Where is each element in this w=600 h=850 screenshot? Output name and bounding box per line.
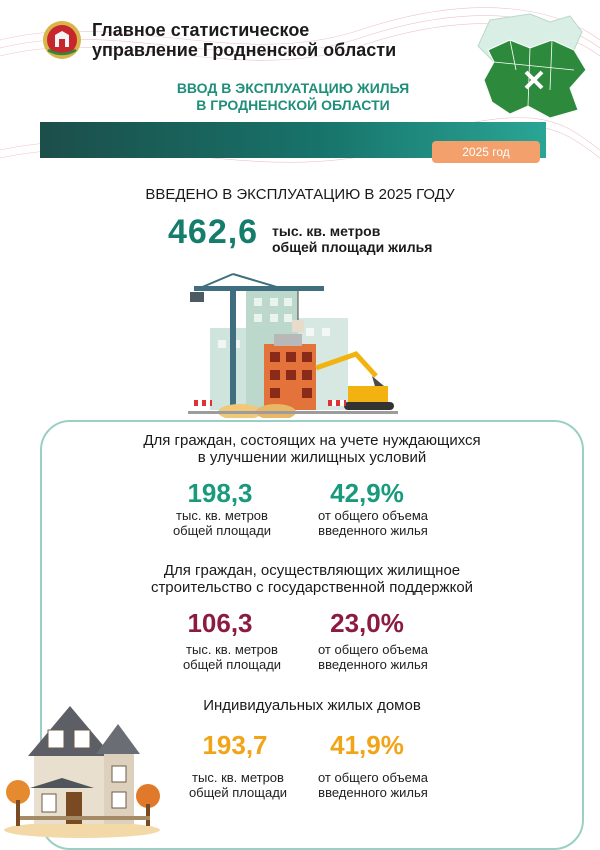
section-title-line: Для граждан, состоящих на учете нуждающихся (143, 432, 481, 449)
section-title-line: строительство с государственной поддержкой (150, 579, 474, 596)
section-percent: 42,9% (330, 478, 404, 508)
organization-name-line1: Главное статистическое (92, 20, 310, 40)
organization-name (92, 20, 396, 60)
caption-line: общей площади (182, 657, 282, 672)
caption-line: введенного жилья (318, 657, 428, 672)
caption-line: общей площади (172, 523, 272, 538)
section-title-line: Для граждан, осуществляющих жилищное (163, 562, 461, 579)
caption-line: тыс. кв. метров (186, 642, 278, 657)
caption-line: введенного жилья (318, 523, 428, 538)
section-percent-caption (293, 642, 453, 672)
caption-line: от общего объема (317, 642, 429, 657)
house-illustration (0, 688, 165, 838)
organization-name-line2: управление Гродненской области (92, 40, 397, 60)
caption-line: тыс. кв. метров (192, 770, 284, 785)
section-percent: 23,0% (330, 608, 404, 638)
section-percent-caption (293, 508, 453, 538)
page-title-line1: ВВОД В ЭКСПЛУАТАЦИЮ ЖИЛЬЯ (176, 80, 410, 96)
total-value: 462,6 (168, 213, 259, 251)
total-unit-line2: общей площади жилья (272, 239, 433, 255)
caption-line: общей площади (188, 785, 288, 800)
section-value-caption (142, 508, 302, 538)
total-unit (272, 223, 432, 255)
region-emblem-icon (42, 20, 82, 60)
year-badge: 2025 год (432, 141, 540, 163)
section-title-state-support (40, 562, 584, 596)
section-title-line: Индивидуальных жилых домов (203, 697, 421, 714)
section-title-waiting-list (40, 432, 584, 466)
summary-headline: ВВЕДЕНО В ЭКСПЛУАТАЦИЮ В 2025 ГОДУ (145, 186, 455, 203)
section-value-caption (152, 642, 312, 672)
section-percent: 41,9% (330, 730, 404, 760)
section-percent-caption (293, 770, 453, 800)
section-value: 106,3 (187, 608, 253, 638)
section-value: 198,3 (187, 478, 253, 508)
section-title-line: в улучшении жилищных условий (197, 449, 427, 466)
total-unit-line1: тыс. кв. метров (272, 223, 381, 239)
page-title-line2: В ГРОДНЕНСКОЙ ОБЛАСТИ (196, 97, 390, 113)
caption-line: тыс. кв. метров (176, 508, 268, 523)
section-value: 193,7 (202, 730, 268, 760)
caption-line: от общего объема (317, 770, 429, 785)
caption-line: введенного жилья (318, 785, 428, 800)
page-title (40, 68, 546, 120)
caption-line: от общего объема (317, 508, 429, 523)
construction-site-illustration (180, 268, 420, 418)
